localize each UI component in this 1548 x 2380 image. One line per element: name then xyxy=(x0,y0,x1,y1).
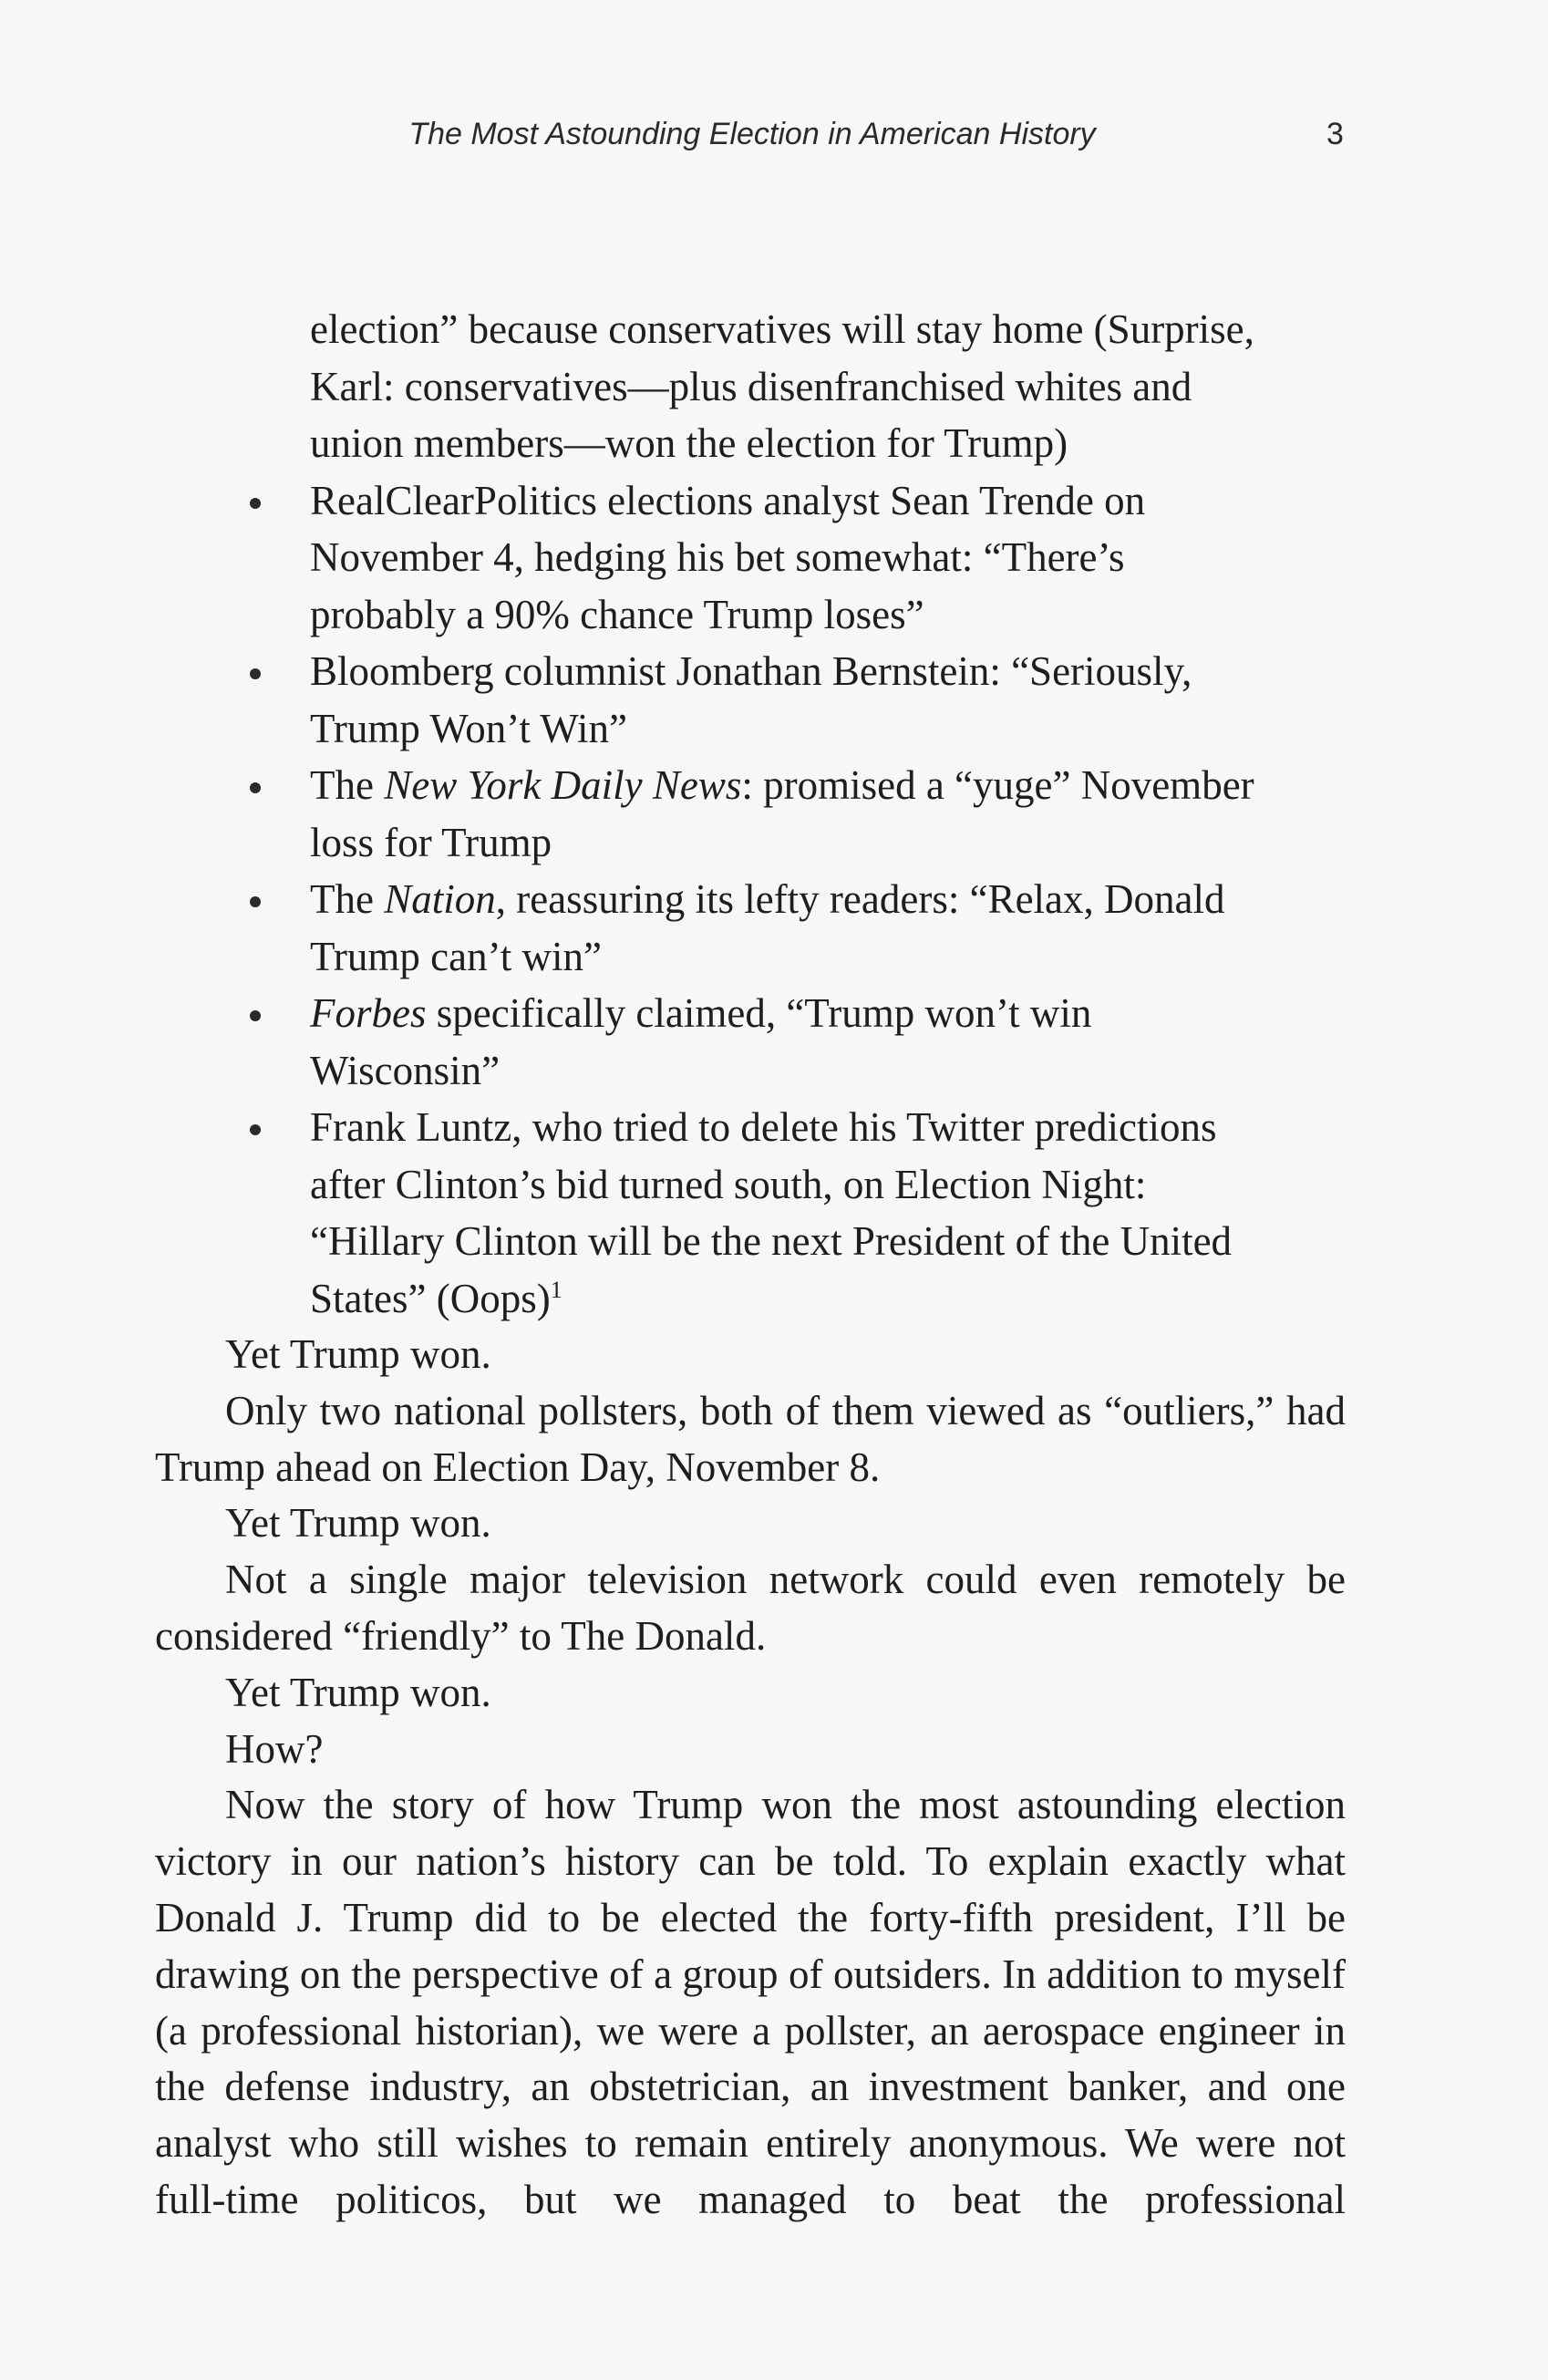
continuation-text: election” because conservatives will stay home (Surprise, Karl: conservatives—plus disenfranchised whites and union members—won the election for Trump) xyxy=(310,306,1254,466)
list-item-text: , reassuring its lefty readers: “Relax, Donald Trump can’t win” xyxy=(310,876,1225,979)
body-text xyxy=(155,1327,1346,2229)
list-item-text: The xyxy=(310,876,385,922)
bullet-icon xyxy=(250,498,261,509)
list-item xyxy=(310,643,1272,757)
list-item xyxy=(310,757,1272,871)
bullet-icon xyxy=(250,1010,261,1021)
paragraph: Yet Trump won. xyxy=(225,1500,491,1547)
paragraph: Not a single major television network could even remotely be considered “friendly” to The Donald. xyxy=(155,1557,1346,1659)
running-head: The Most Astounding Election in American History xyxy=(408,117,1096,151)
paragraph: Now the story of how Trump won the most astounding election victory in our nation’s history can be told. To explain exactly what Donald J. Trump did to be elected the forty-fifth president, I’ll be drawing on the perspective of a group of outsiders. In addition to myself (a professional historian), we were a pollster, an aerospace engineer in the defense industry, an obstetrician, an investment banker, and one analyst who still wishes to remain entirely anonymous. We were not full-time politicos, but we managed to beat the professional xyxy=(155,1782,1346,2222)
list-item-text: Frank Luntz, who tried to delete his Twitter predictions after Clinton’s bid turned south, on Election Night: “Hillary Clinton will be the next President of the United States” (Oops) xyxy=(310,1104,1233,1321)
publication-title: Nation xyxy=(384,876,496,922)
list-item xyxy=(310,1099,1272,1327)
publication-title: Forbes xyxy=(310,990,427,1036)
list-item-text: RealClearPolitics elections analyst Sean Trende on November 4, hedging his bet somewhat: “There’s probably a 90% chance Trump loses” xyxy=(310,477,1146,637)
bullet-icon xyxy=(250,1124,261,1135)
list-item xyxy=(310,985,1272,1099)
publication-title: New York Daily News xyxy=(384,762,742,808)
list-item-text: specifically claimed, “Trump won’t win Wisconsin” xyxy=(310,990,1092,1093)
paragraph: Yet Trump won. xyxy=(225,1331,491,1377)
list-item-text: The xyxy=(310,762,385,808)
list-item-text: Bloomberg columnist Jonathan Bernstein: “Seriously, Trump Won’t Win” xyxy=(310,648,1192,751)
paragraph: How? xyxy=(225,1725,324,1772)
list-item-text: : promised a “yuge” November loss for Trump xyxy=(310,762,1254,865)
list-item xyxy=(310,472,1272,644)
footnote-marker: 1 xyxy=(550,1276,562,1303)
bullet-icon xyxy=(250,782,261,793)
list-continuation xyxy=(310,301,1272,472)
prediction-list xyxy=(310,301,1272,1327)
bullet-icon xyxy=(250,668,261,679)
page-number: 3 xyxy=(1326,117,1344,151)
bullet-icon xyxy=(250,896,261,907)
paragraph: Yet Trump won. xyxy=(225,1669,491,1715)
list-item xyxy=(310,871,1272,985)
paragraph: Only two national pollsters, both of them viewed as “outliers,” had Trump ahead on Election Day, November 8. xyxy=(155,1387,1346,1490)
